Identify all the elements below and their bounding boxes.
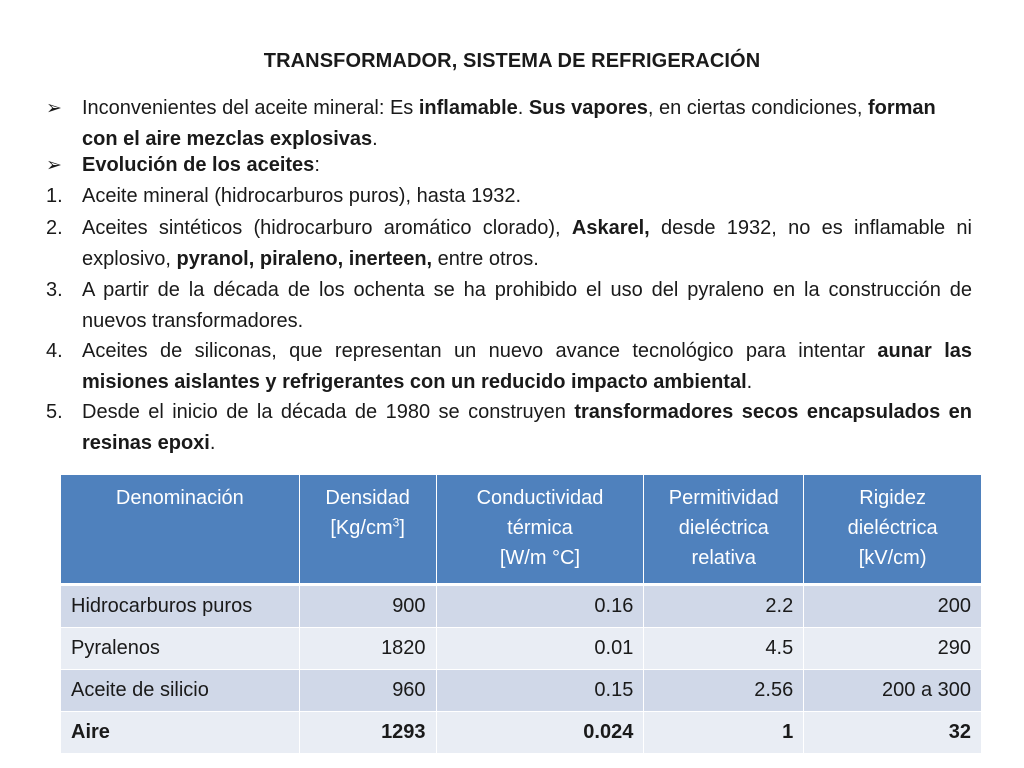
bullet-text [82,150,972,181]
list-item-2 [46,213,972,275]
cell-rigidez: 200 [804,585,982,628]
header-label: Permitividad [668,487,779,509]
cell-densidad: 900 [299,585,436,628]
bold-run: Askarel, [571,217,650,239]
header-conductividad [436,475,644,585]
table-row [61,712,982,754]
text-run: Aceites de siliconas, que representan un nuevo avance tecnológico para intentar [82,340,878,362]
cell-rigidez: 200 a 300 [804,670,982,712]
cell-conductividad: 0.16 [436,585,644,628]
header-unit: [W/m °C] [499,547,581,569]
bold-run: Evolución de los aceites [82,154,315,176]
list-number: 4. [46,340,63,362]
header-label: Densidad [325,487,410,509]
bold-run: pyranol, piraleno, inerteen, [176,248,433,270]
header-label: Denominación [115,487,244,509]
bold-run: inflamable [418,97,518,119]
header-denominacion [61,475,300,585]
properties-table [60,475,982,754]
cell-densidad: 960 [299,670,436,712]
header-label: dieléctrica [678,517,769,539]
cell-denominacion: Hidrocarburos puros [61,585,300,628]
header-unit: [Kg/cm [330,517,393,539]
text-run: . [517,97,529,119]
table-row [61,670,982,712]
text-run: desde 1932, no es inflamable ni explosivo, [82,217,972,270]
list-item-4 [46,336,972,398]
text-run: Desde el inicio de la década de 1980 se construyen [82,401,575,423]
cell-rigidez: 32 [804,712,982,754]
bold-run: Sus vapores [528,97,648,119]
list-item-5 [46,397,972,459]
table-row [61,628,982,670]
cell-permitividad: 2.56 [644,670,804,712]
header-unit: [kV/cm) [858,547,927,569]
bold-run: transformadores secos encapsulados en resinas epoxi [82,401,972,454]
header-label: relativa [691,547,757,569]
list-number: 3. [46,279,63,301]
cell-densidad: 1293 [299,712,436,754]
header-rigidez [804,475,982,585]
table-row [61,585,982,628]
text-run: entre otros. [432,248,539,270]
cell-permitividad: 1 [644,712,804,754]
text-run: . [209,432,216,454]
header-densidad [299,475,436,585]
text-run: , en ciertas condiciones, [647,97,868,119]
cell-denominacion: Pyralenos [61,628,300,670]
text-run: Inconvenientes del aceite mineral: Es [82,97,419,119]
list-number: 5. [46,401,63,423]
cell-denominacion: Aire [61,712,300,754]
list-number: 1. [46,185,63,207]
header-superscript: 3 [392,515,400,530]
text-run: Aceites sintéticos (hidrocarburo aromático clorado), [82,217,572,239]
cell-rigidez: 290 [804,628,982,670]
cell-densidad: 1820 [299,628,436,670]
header-permitividad [644,475,804,585]
text-run: . [372,128,378,150]
bullet-inconvenientes [46,93,972,155]
bullet-text [82,93,972,155]
cell-conductividad: 0.024 [436,712,644,754]
list-item-1 [46,181,972,212]
text-run: . [746,371,753,393]
list-number: 2. [46,217,63,239]
text-run: : [314,154,320,176]
list-item-text: A partir de la década de los ochenta se ha prohibido el uso del pyraleno en la construcción de nuevos transformadores. [82,279,972,332]
cell-conductividad: 0.15 [436,670,644,712]
cell-conductividad: 0.01 [436,628,644,670]
cell-permitividad: 4.5 [644,628,804,670]
bold-run: aunar las misiones aislantes y refrigerantes con un reducido impacto ambiental [82,340,973,393]
header-label: Conductividad [476,487,604,509]
list-item-text [82,213,972,275]
header-label: dieléctrica [847,517,938,539]
header-label: Rigidez [859,487,926,509]
list-item-3 [46,275,972,337]
bullet-evolucion [46,150,972,181]
header-label: térmica [507,517,573,539]
table-header-row [61,475,982,585]
cell-denominacion: Aceite de silicio [61,670,300,712]
cell-permitividad: 2.2 [644,585,804,628]
list-item-text: Aceite mineral (hidrocarburos puros), hasta 1932. [82,185,522,207]
arrow-bullet-icon: ➢ [46,98,62,119]
header-unit: ] [399,517,405,539]
slide-title: TRANSFORMADOR, SISTEMA DE REFRIGERACIÓN [263,50,761,72]
bold-run: forman con el aire mezclas explosivas [82,97,936,150]
list-item-text [82,397,972,459]
arrow-bullet-icon: ➢ [46,155,62,176]
list-item-text [82,336,972,398]
